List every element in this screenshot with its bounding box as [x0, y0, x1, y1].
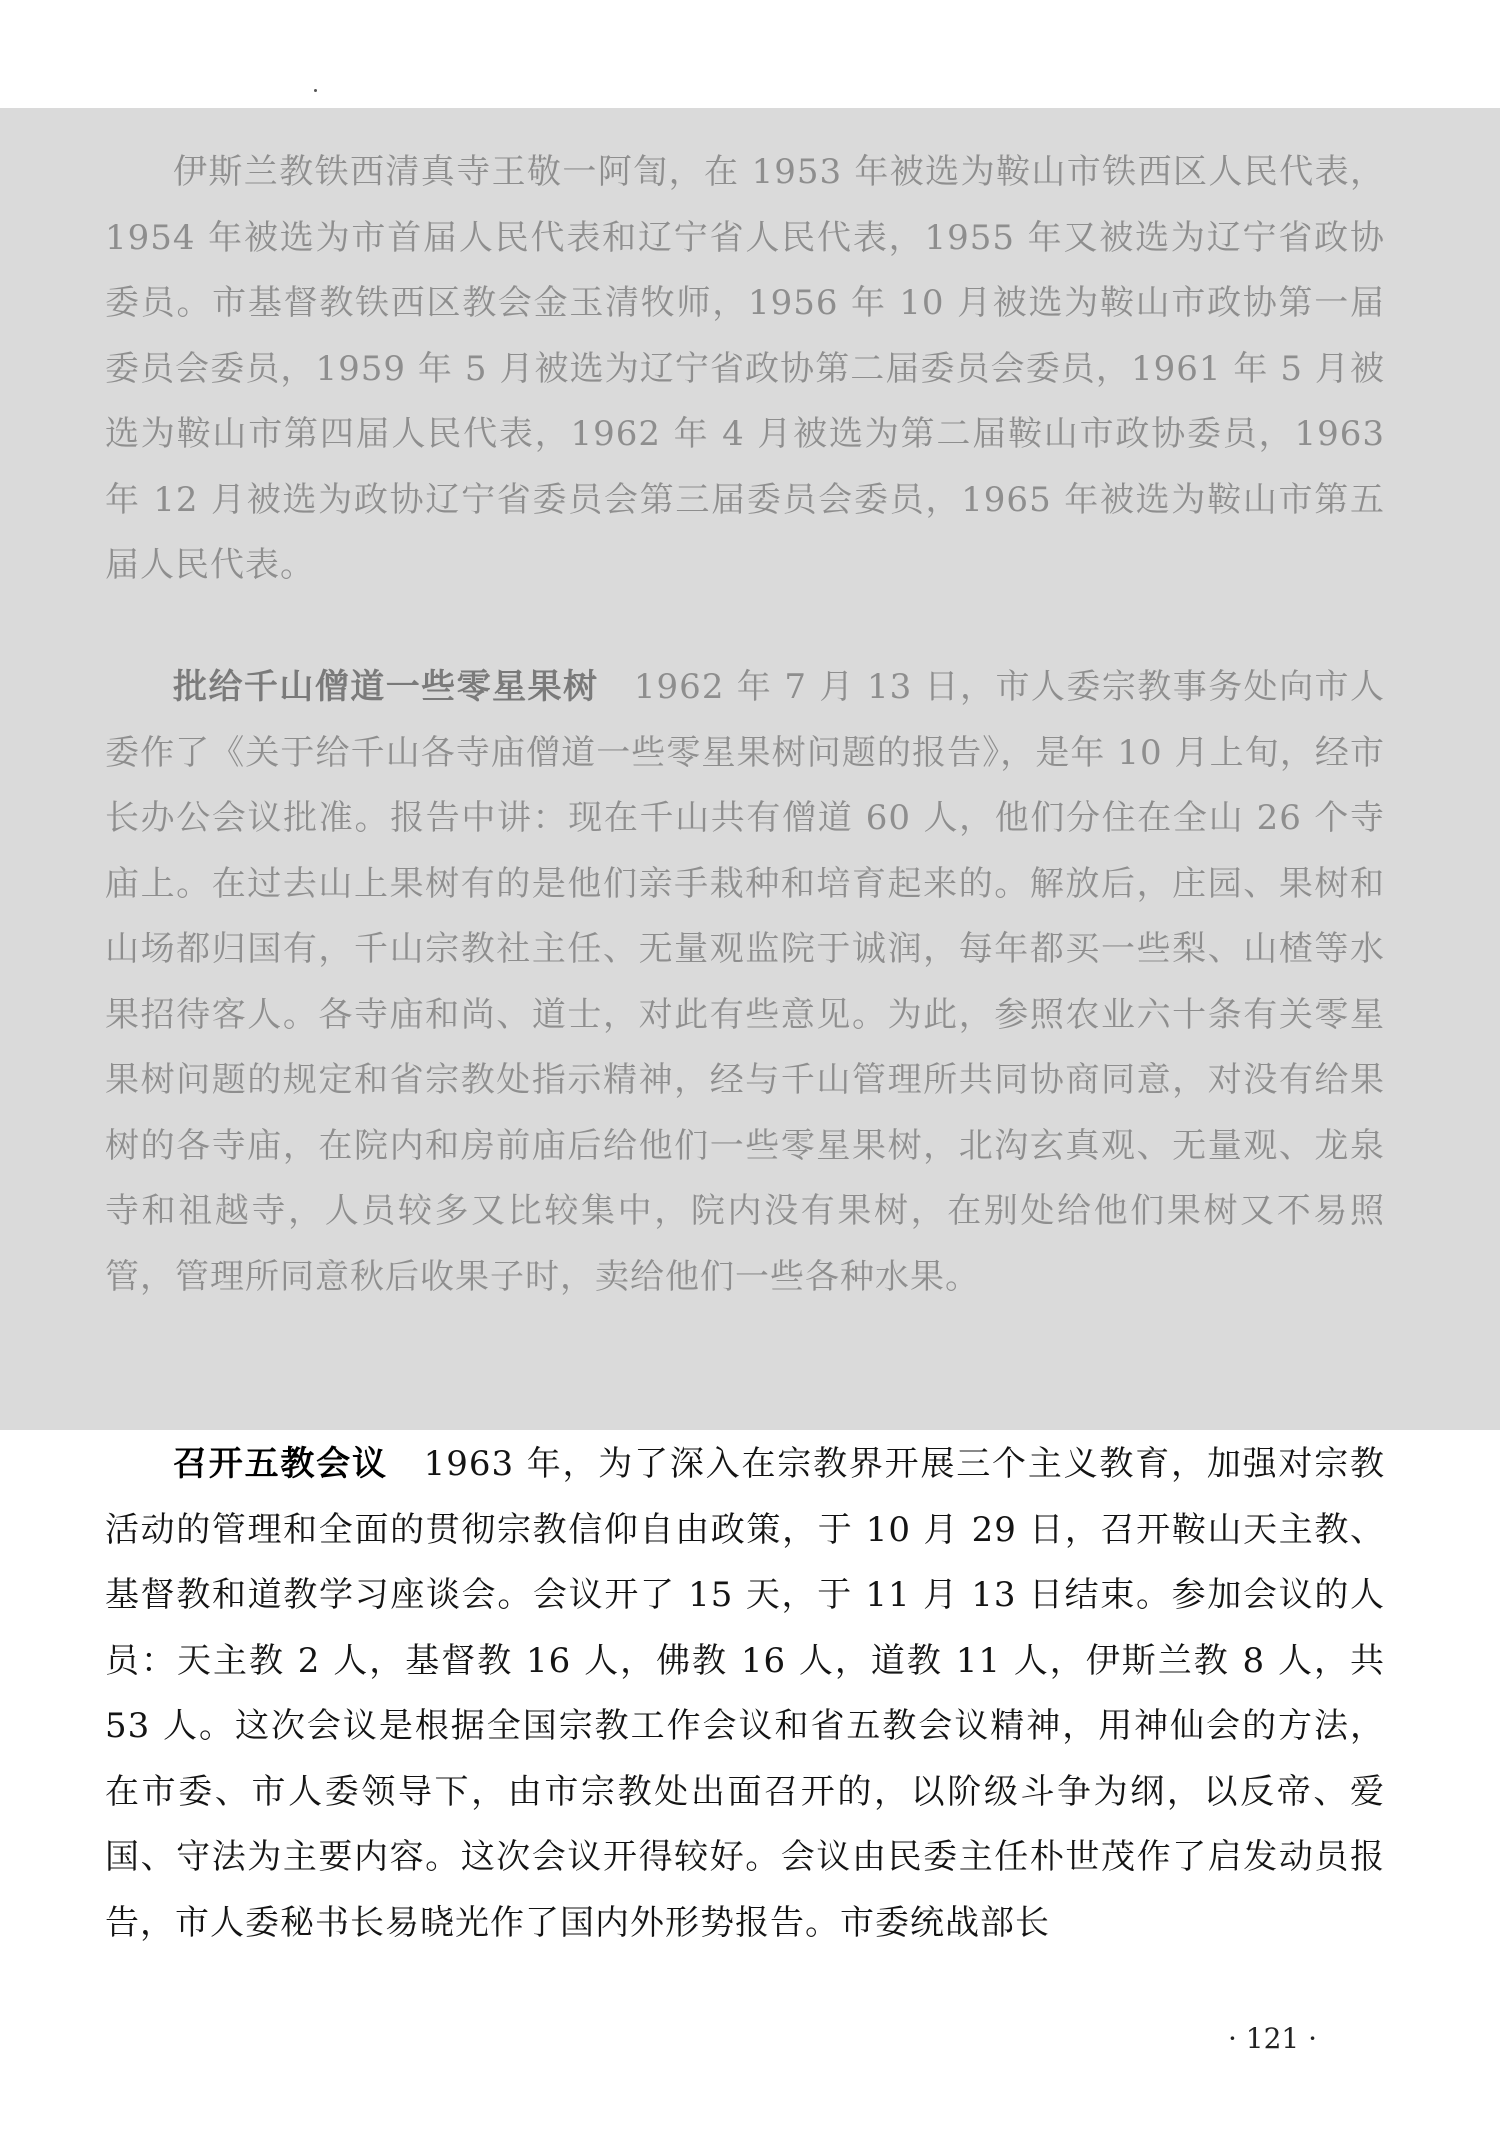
scan-speck [314, 89, 317, 92]
section-heading: 召开五教会议 [173, 1444, 388, 1484]
paragraph-text: 1963 年，为了深入在宗教界开展三个主义教育，加强对宗教活动的管理和全面的贯彻宗教信仰自由政策，于 10 月 29 日，召开鞍山天主教、基督教和道教学习座谈会。会议开了 15 天，于 11 月 13 日结束。参加会议的人员：天主教 2 人，基督教 16 人，佛教 16 人，道教 11 人，伊斯兰教 8 人，共 53 人。这次会议是根据全国宗教工作会议和省五教会议精神，用神仙会的方法，在市委、市人委领导下，由市宗教处出面召开的，以阶级斗争为纲，以反帝、爱国、守法为主要内容。这次会议开得较好。会议由民委主任朴世茂作了启发动员报告，市人委秘书长易晓光作了国内外形势报告。市委统战部长 [105, 1444, 1386, 1943]
paragraph-delegates [105, 140, 1385, 599]
paragraph-text: 1962 年 7 月 13 日，市人委宗教事务处向市人委作了《关于给千山各寺庙僧道一些零星果树问题的报告》，是年 10 月上旬，经市长办公会议批准。报告中讲：现在千山共有僧道 60 人，他们分住在全山 26 个寺庙上。在过去山上果树有的是他们亲手栽种和培育起来的。解放后，庄园、果树和山场都归国有，千山宗教社主任、无量观监院于诚润，每年都买一些梨、山楂等水果招待客人。各寺庙和尚、道士，对此有些意见。为此，参照农业六十条有关零星果树问题的规定和省宗教处指示精神，经与千山管理所共同协商同意，对没有给果树的各寺庙，在院内和房前庙后给他们一些零星果树，北沟玄真观、无量观、龙泉寺和祖越寺，人员较多又比较集中，院内没有果树，在别处给他们果树又不易照管，管理所同意秋后收果子时，卖给他们一些各种水果。 [105, 667, 1386, 1297]
paragraph-five-religions-meeting [105, 1432, 1385, 1956]
page-number: · 121 · [1228, 2022, 1318, 2055]
paragraph-fruit-trees [105, 655, 1385, 1310]
paragraph-text: 伊斯兰教铁西清真寺王敬一阿訇，在 1953 年被选为鞍山市铁西区人民代表，1954 年被选为市首届人民代表和辽宁省人民代表，1955 年又被选为辽宁省政协委员。市基督教铁西区教会金玉清牧师，1956 年 10 月被选为鞍山市政协第一届委员会委员，1959 年 5 月被选为辽宁省政协第二届委员会委员，1961 年 5 月被选为鞍山市第四届人民代表，1962 年 4 月被选为第二届鞍山市政协委员，1963 年 12 月被选为政协辽宁省委员会第三届委员会委员，1965 年被选为鞍山市第五届人民代表。 [105, 152, 1385, 585]
section-heading: 批给千山僧道一些零星果树 [173, 667, 599, 707]
